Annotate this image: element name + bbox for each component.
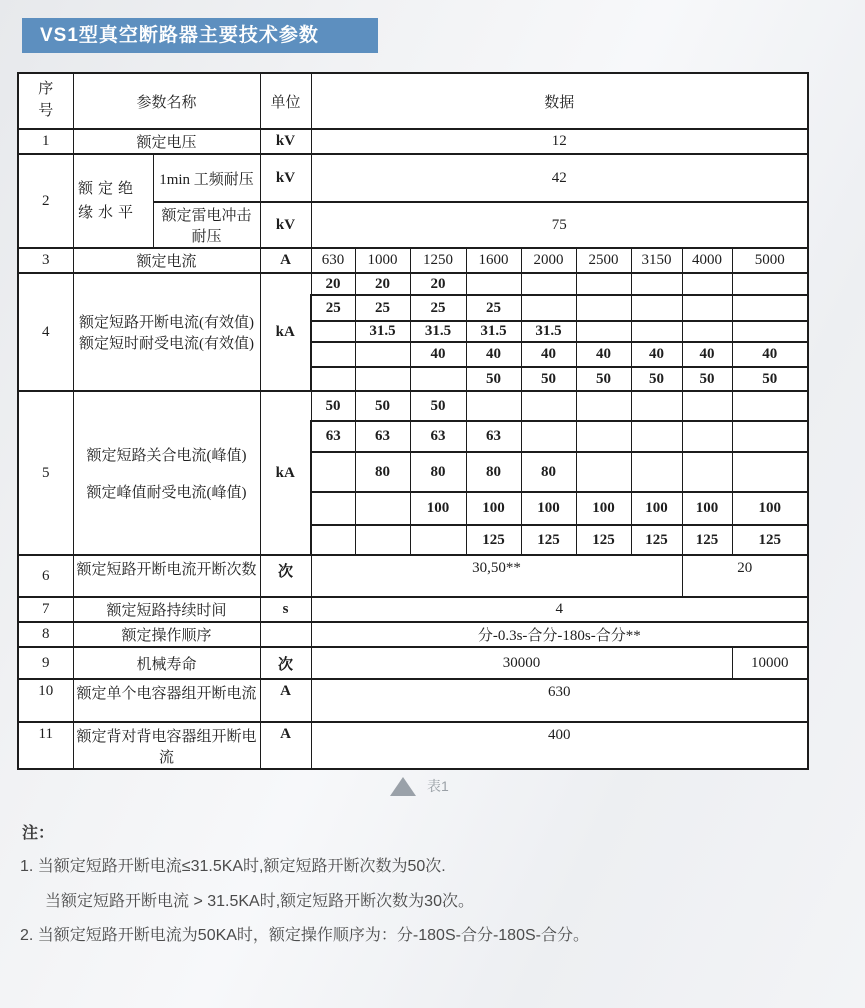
data-cell <box>631 421 682 452</box>
data-cell <box>732 273 808 295</box>
row1-label: 额定电压 <box>73 129 260 154</box>
data-cell: 25 <box>410 295 466 321</box>
data-cell: 31.5 <box>355 321 410 342</box>
data-cell: 50 <box>631 367 682 391</box>
row9-label: 机械寿命 <box>73 647 260 679</box>
row6-unit: 次 <box>260 555 311 597</box>
row2-label <box>73 154 153 248</box>
data-cell <box>732 321 808 342</box>
data-cell: 63 <box>311 421 355 452</box>
data-cell <box>732 421 808 452</box>
row6-no: 6 <box>18 555 73 597</box>
header-no-label: 序号 <box>38 81 54 119</box>
data-cell: 31.5 <box>466 321 521 342</box>
data-cell <box>521 391 576 421</box>
data-cell: 40 <box>576 342 631 367</box>
data-cell <box>521 421 576 452</box>
header-data: 数据 <box>311 73 808 129</box>
row11-unit: A <box>260 722 311 769</box>
row7-label: 额定短路持续时间 <box>73 597 260 622</box>
data-cell <box>576 391 631 421</box>
data-cell: 630 <box>311 248 355 273</box>
data-cell <box>576 321 631 342</box>
row4-label <box>73 273 260 391</box>
data-cell: 25 <box>355 295 410 321</box>
data-cell: 25 <box>311 295 355 321</box>
data-cell: 3150 <box>631 248 682 273</box>
data-cell: 100 <box>410 492 466 525</box>
data-cell: 40 <box>466 342 521 367</box>
row9-no: 9 <box>18 647 73 679</box>
data-cell <box>576 452 631 492</box>
data-cell: 80 <box>466 452 521 492</box>
data-cell <box>576 273 631 295</box>
data-cell: 2500 <box>576 248 631 273</box>
data-cell: 100 <box>466 492 521 525</box>
data-cell: 125 <box>576 525 631 555</box>
row6-label: 额定短路开断电流开断次数 <box>73 555 260 597</box>
data-cell: 125 <box>631 525 682 555</box>
row5-grid-1 <box>18 391 808 421</box>
data-cell <box>311 492 355 525</box>
row9-value-main: 30000 <box>311 647 732 679</box>
data-cell <box>631 321 682 342</box>
data-cell: 50 <box>355 391 410 421</box>
row9-value-right: 10000 <box>732 647 808 679</box>
row3-label: 额定电流 <box>73 248 260 273</box>
row8-label: 额定操作顺序 <box>73 622 260 647</box>
row6-value-right: 20 <box>682 555 808 597</box>
data-cell: 1600 <box>466 248 521 273</box>
data-cell: 25 <box>466 295 521 321</box>
data-cell <box>311 525 355 555</box>
header-param: 参数名称 <box>73 73 260 129</box>
data-cell: 20 <box>355 273 410 295</box>
data-cell: 1000 <box>355 248 410 273</box>
data-cell <box>466 273 521 295</box>
row4-label-line1: 额定短路开断电流(有效值) <box>79 315 254 331</box>
data-cell <box>576 295 631 321</box>
data-cell <box>410 367 466 391</box>
data-cell <box>631 273 682 295</box>
row7-no: 7 <box>18 597 73 622</box>
row2-sub2-value: 75 <box>311 202 808 248</box>
row5-label <box>73 391 260 555</box>
row9-unit: 次 <box>260 647 311 679</box>
data-cell <box>521 295 576 321</box>
data-cell: 50 <box>410 391 466 421</box>
data-cell: 2000 <box>521 248 576 273</box>
data-cell: 20 <box>410 273 466 295</box>
data-cell <box>631 452 682 492</box>
data-cell: 40 <box>732 342 808 367</box>
data-cell: 100 <box>576 492 631 525</box>
data-cell <box>732 295 808 321</box>
row10-no: 10 <box>18 679 73 722</box>
data-cell <box>311 452 355 492</box>
row5-no: 5 <box>18 391 73 555</box>
data-cell: 125 <box>682 525 732 555</box>
data-cell <box>355 367 410 391</box>
data-cell: 5000 <box>732 248 808 273</box>
data-cell: 125 <box>466 525 521 555</box>
row5-label-line2: 额定峰值耐受电流(峰值) <box>86 485 247 501</box>
row11-value: 400 <box>311 722 808 769</box>
data-cell: 63 <box>355 421 410 452</box>
notes-heading: 注： <box>22 825 55 842</box>
data-cell <box>521 273 576 295</box>
row4-grid-1 <box>18 273 808 295</box>
row10-label: 额定单个电容器组开断电流 <box>73 679 260 722</box>
data-cell: 50 <box>682 367 732 391</box>
row1-unit: kV <box>260 129 311 154</box>
data-cell <box>410 525 466 555</box>
row1-value: 12 <box>311 129 808 154</box>
data-cell: 40 <box>682 342 732 367</box>
data-cell <box>682 321 732 342</box>
row1-no: 1 <box>18 129 73 154</box>
note-1-line-1: 1. 当额定短路开断电流≤31.5KA时,额定短路开断次数为50次. <box>20 858 446 875</box>
row6-value-main: 30,50** <box>311 555 682 597</box>
data-cell <box>682 295 732 321</box>
data-cell <box>682 421 732 452</box>
note-2: 2. 当额定短路开断电流为50KA时，额定操作顺序为：分-180S-合分-180S-合分。 <box>20 927 589 944</box>
note-1-line-2: 当额定短路开断电流 > 31.5KA时,额定短路开断次数为30次。 <box>45 893 474 910</box>
data-cell: 125 <box>521 525 576 555</box>
data-cell <box>355 342 410 367</box>
data-cell: 80 <box>521 452 576 492</box>
table-caption-label: 表1 <box>427 778 449 794</box>
data-cell: 40 <box>521 342 576 367</box>
row5-unit: kA <box>260 391 311 555</box>
row4-no: 4 <box>18 273 73 391</box>
row2-sub2-label: 额定雷电冲击耐压 <box>153 202 260 248</box>
data-cell: 50 <box>466 367 521 391</box>
row11-no: 11 <box>18 722 73 769</box>
row8-unit <box>260 622 311 647</box>
row11-label: 额定背对背电容器组开断电流 <box>73 722 260 769</box>
row2-sub1-value: 42 <box>311 154 808 202</box>
data-cell: 50 <box>732 367 808 391</box>
row2-sub2-unit: kV <box>260 202 311 248</box>
row10-value: 630 <box>311 679 808 722</box>
data-cell: 100 <box>521 492 576 525</box>
row4-label-line2: 额定短时耐受电流(有效值) <box>79 336 254 352</box>
row3-no: 3 <box>18 248 73 273</box>
data-cell <box>311 321 355 342</box>
data-cell <box>682 273 732 295</box>
data-cell: 31.5 <box>410 321 466 342</box>
row3-unit: A <box>260 248 311 273</box>
data-cell: 50 <box>311 391 355 421</box>
row4-unit: kA <box>260 273 311 391</box>
data-cell: 40 <box>631 342 682 367</box>
page-title: VS1型真空断路器主要技术参数 <box>22 18 378 53</box>
spec-table <box>17 72 809 770</box>
data-cell: 40 <box>410 342 466 367</box>
header-unit: 单位 <box>260 73 311 129</box>
data-cell <box>682 452 732 492</box>
data-cell: 4000 <box>682 248 732 273</box>
data-cell <box>732 452 808 492</box>
data-cell: 63 <box>466 421 521 452</box>
spec-table-wrap <box>17 72 809 770</box>
data-cell: 80 <box>410 452 466 492</box>
row8-no: 8 <box>18 622 73 647</box>
row5-label-line1: 额定短路关合电流(峰值) <box>86 448 247 464</box>
row8-value: 分-0.3s-合分-180s-合分** <box>311 622 808 647</box>
data-cell: 50 <box>576 367 631 391</box>
data-cell <box>732 391 808 421</box>
data-cell <box>311 367 355 391</box>
row7-value: 4 <box>311 597 808 622</box>
data-cell: 50 <box>521 367 576 391</box>
row7-unit: s <box>260 597 311 622</box>
data-cell: 63 <box>410 421 466 452</box>
row2-label-text: 额定绝缘水平 <box>78 181 139 221</box>
row2-sub1-unit: kV <box>260 154 311 202</box>
data-cell: 80 <box>355 452 410 492</box>
data-cell <box>355 492 410 525</box>
row2-sub1-label: 1min 工频耐压 <box>153 154 260 202</box>
data-cell <box>576 421 631 452</box>
header-no <box>18 73 73 129</box>
data-cell <box>355 525 410 555</box>
data-cell <box>682 391 732 421</box>
data-cell: 125 <box>732 525 808 555</box>
row3 <box>18 248 808 273</box>
data-cell: 100 <box>682 492 732 525</box>
data-cell <box>466 391 521 421</box>
data-cell: 100 <box>732 492 808 525</box>
data-cell <box>631 295 682 321</box>
data-cell <box>631 391 682 421</box>
triangle-up-icon <box>390 777 416 796</box>
data-cell: 1250 <box>410 248 466 273</box>
row2-no: 2 <box>18 154 73 248</box>
data-cell: 20 <box>311 273 355 295</box>
row10-unit: A <box>260 679 311 722</box>
data-cell <box>311 342 355 367</box>
data-cell: 100 <box>631 492 682 525</box>
table-caption <box>390 776 449 796</box>
data-cell: 31.5 <box>521 321 576 342</box>
